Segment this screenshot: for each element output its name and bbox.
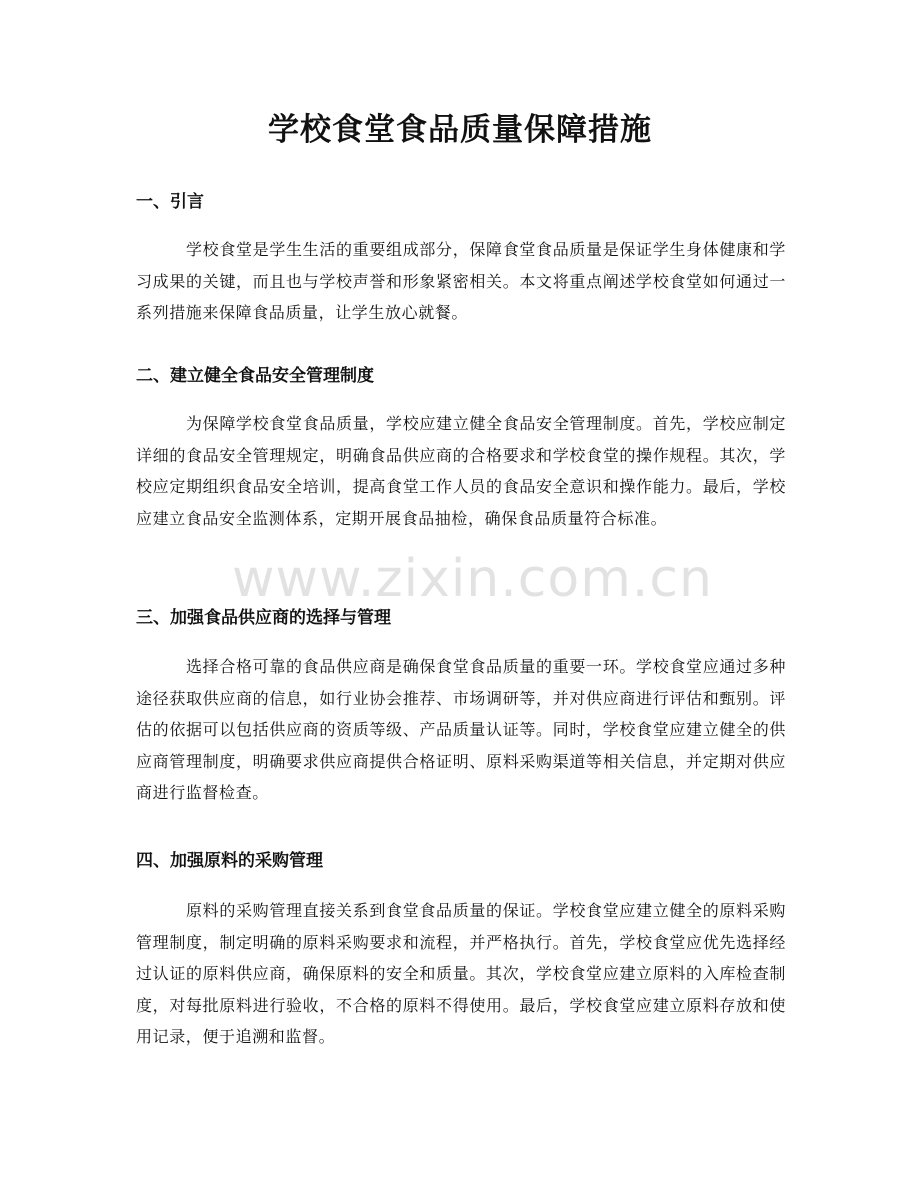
document-title: 学校食堂食品质量保障措施	[268, 112, 652, 148]
section-heading-management-system: 二、建立健全食品安全管理制度	[136, 366, 374, 386]
section-body-procurement: 原料的采购管理直接关系到食堂食品质量的保证。学校食堂应建立健全的原料采购管理制度，制定明确的原料采购要求和流程，并严格执行。首先，学校食堂应优先选择经过认证的原料供应商，确保原料的安全和质量。其次，学校食堂应建立原料的入库检查制度，对每批原料进行验收，不合格的原料不得使用。最后，学校食堂应建立原料存放和使用记录，便于追溯和监督。	[136, 901, 786, 1046]
section-body-supplier: 选择合格可靠的食品供应商是确保食堂食品质量的重要一环。学校食堂应通过多种途径获取供应商的信息，如行业协会推荐、市场调研等，并对供应商进行评估和甄别。评估的依据可以包括供应商的资质等级、产品质量认证等。同时，学校食堂应建立健全的供应商管理制度，明确要求供应商提供合格证明、原料采购渠道等相关信息，并定期对供应商进行监督检查。	[136, 657, 786, 802]
section-body-intro: 学校食堂是学生生活的重要组成部分，保障食堂食品质量是保证学生身体健康和学习成果的关键，而且也与学校声誉和形象紧密相关。本文将重点阐述学校食堂如何通过一系列措施来保障食品质量，让学生放心就餐。	[136, 240, 786, 322]
section-heading-supplier: 三、加强食品供应商的选择与管理	[136, 608, 391, 628]
section-heading-procurement: 四、加强原料的采购管理	[136, 851, 323, 871]
section-heading-intro: 一、引言	[136, 192, 204, 212]
watermark-text: www.zixin.com.cn	[232, 549, 713, 609]
section-body-management-system: 为保障学校食堂食品质量，学校应建立健全食品安全管理制度。首先，学校应制定详细的食品安全管理规定，明确食品供应商的合格要求和学校食堂的操作规程。其次，学校应定期组织食品安全培训，提高食堂工作人员的食品安全意识和操作能力。最后，学校应建立食品安全监测体系，定期开展食品抽检，确保食品质量符合标准。	[136, 414, 786, 528]
